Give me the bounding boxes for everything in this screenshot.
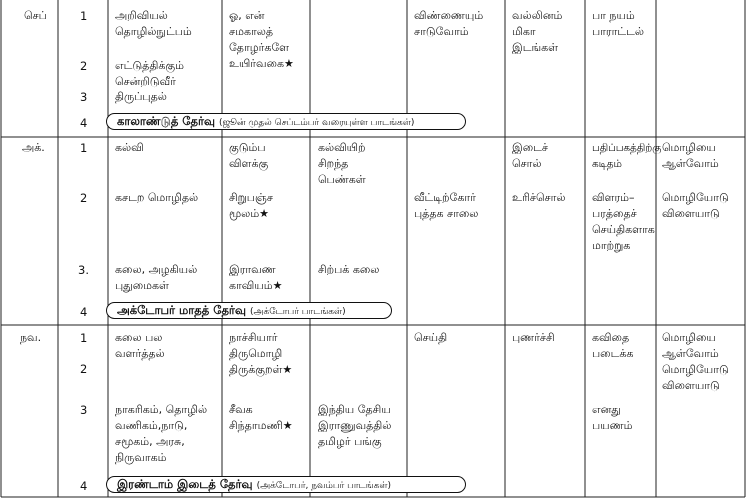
writing-cell: பா நயம் பாராட்டல் (592, 9, 645, 38)
week-number: 2 (80, 362, 88, 376)
exam-note: (அக்டோபர், நவம்பர் பாடங்கள்) (256, 481, 391, 491)
exam-banner-second-midterm (106, 476, 466, 493)
writing-cell: விளரம்– பரத்தைச் செய்திகளாக மாற்றுக (592, 191, 655, 252)
writing-cell: கவிதை படைக்க (592, 331, 634, 360)
week-number: 4 (80, 479, 88, 493)
prose-cell: சிற்பக் கலை (318, 263, 380, 276)
lesson-cell: நாகரிகம், தொழில் வணிகம்,நாடு, சமூகம், அரசு, நிருவாகம் (115, 403, 208, 464)
poem-cell: சிறுபஞ்ச மூலம்★ (229, 191, 273, 220)
month-nov: நவ. (20, 331, 42, 344)
lesson-cell: கல்வி (115, 141, 144, 154)
exam-banner-quarterly (106, 113, 466, 130)
grammar-cell: வல்லினம் மிகா இடங்கள் (512, 9, 563, 54)
language-cell: மொழியை ஆள்வோம் (662, 141, 719, 170)
writing-cell: எனது பயணம் (592, 403, 633, 432)
exam-title: அக்டோபர் மாதத் தேர்வு (117, 303, 246, 317)
week-number: 4 (80, 116, 88, 130)
week-number: 3. (78, 263, 89, 277)
reading-cell: வீட்டிற்கோர் புத்தக சாலை (414, 191, 479, 220)
poem-cell: இராவண காவியம்★ (229, 263, 283, 292)
month-oct: அக். (22, 141, 45, 154)
exam-title: காலாண்டுத் தேர்வு (117, 114, 215, 128)
prose-cell: இந்திய தேசிய இராணுவத்தில் தமிழர் பங்கு (318, 403, 392, 448)
week-number: 3 (80, 403, 88, 417)
language-cell: மொழியை ஆள்வோம் மொழியோடு விளையாடு (662, 331, 729, 392)
exam-banner-october (106, 302, 392, 319)
month-sep: செப் (24, 9, 47, 22)
exam-note: (அக்டோபர் பாடங்கள்) (249, 307, 346, 317)
grammar-cell: உரிச்சொல் (512, 191, 566, 204)
week-number: 2 (80, 191, 88, 205)
grammar-cell: புணர்ச்சி (512, 331, 555, 344)
writing-cell: பதிப்பகத்திற்கு கடிதம் (592, 142, 662, 170)
week-number: 3 (80, 90, 88, 104)
poem-cell: சீவக சிந்தாமணி★ (229, 403, 293, 432)
reading-cell: செய்தி (414, 331, 448, 344)
lesson-cell: எட்டுத்திக்கும் சென்றிடுவீர் (115, 59, 184, 88)
poem-cell: குடும்ப விளக்கு (229, 141, 269, 170)
exam-note: (ஜூன் முதல் செப்டம்பர் வரையுள்ள பாடங்கள்) (219, 118, 415, 128)
prose-cell: கல்வியிற் சிறந்த பெண்கள் (318, 141, 366, 186)
lesson-cell: திருப்புதல் (115, 90, 167, 103)
language-cell: மொழியோடு விளையாடு (662, 191, 729, 220)
week-number: 4 (80, 305, 88, 319)
exam-title: இரண்டாம் இடைத் தேர்வு (117, 477, 253, 491)
lesson-cell: கலை, அழகியல் புதுமைகள் (115, 263, 198, 292)
week-number: 2 (80, 59, 88, 73)
poem-cell: நாச்சியார் திருமொழி திருக்குறள்★ (229, 331, 293, 376)
week-number: 1 (80, 141, 88, 155)
lesson-cell: கலை பல வளர்த்தல் (115, 331, 165, 360)
grammar-cell: இடைச் சொல் (512, 141, 548, 170)
lesson-cell: அறிவியல் தொழில்நுட்பம் (115, 9, 192, 38)
poem-cell: ஓ, என் சமகாலத் தோழர்களே உயிர்வகை★ (229, 9, 294, 70)
week-number: 1 (80, 9, 88, 23)
reading-cell: விண்ணையும் சாடுவோம் (414, 9, 484, 38)
week-number: 1 (80, 331, 88, 345)
lesson-cell: கசடற மொழிதல் (115, 191, 199, 204)
